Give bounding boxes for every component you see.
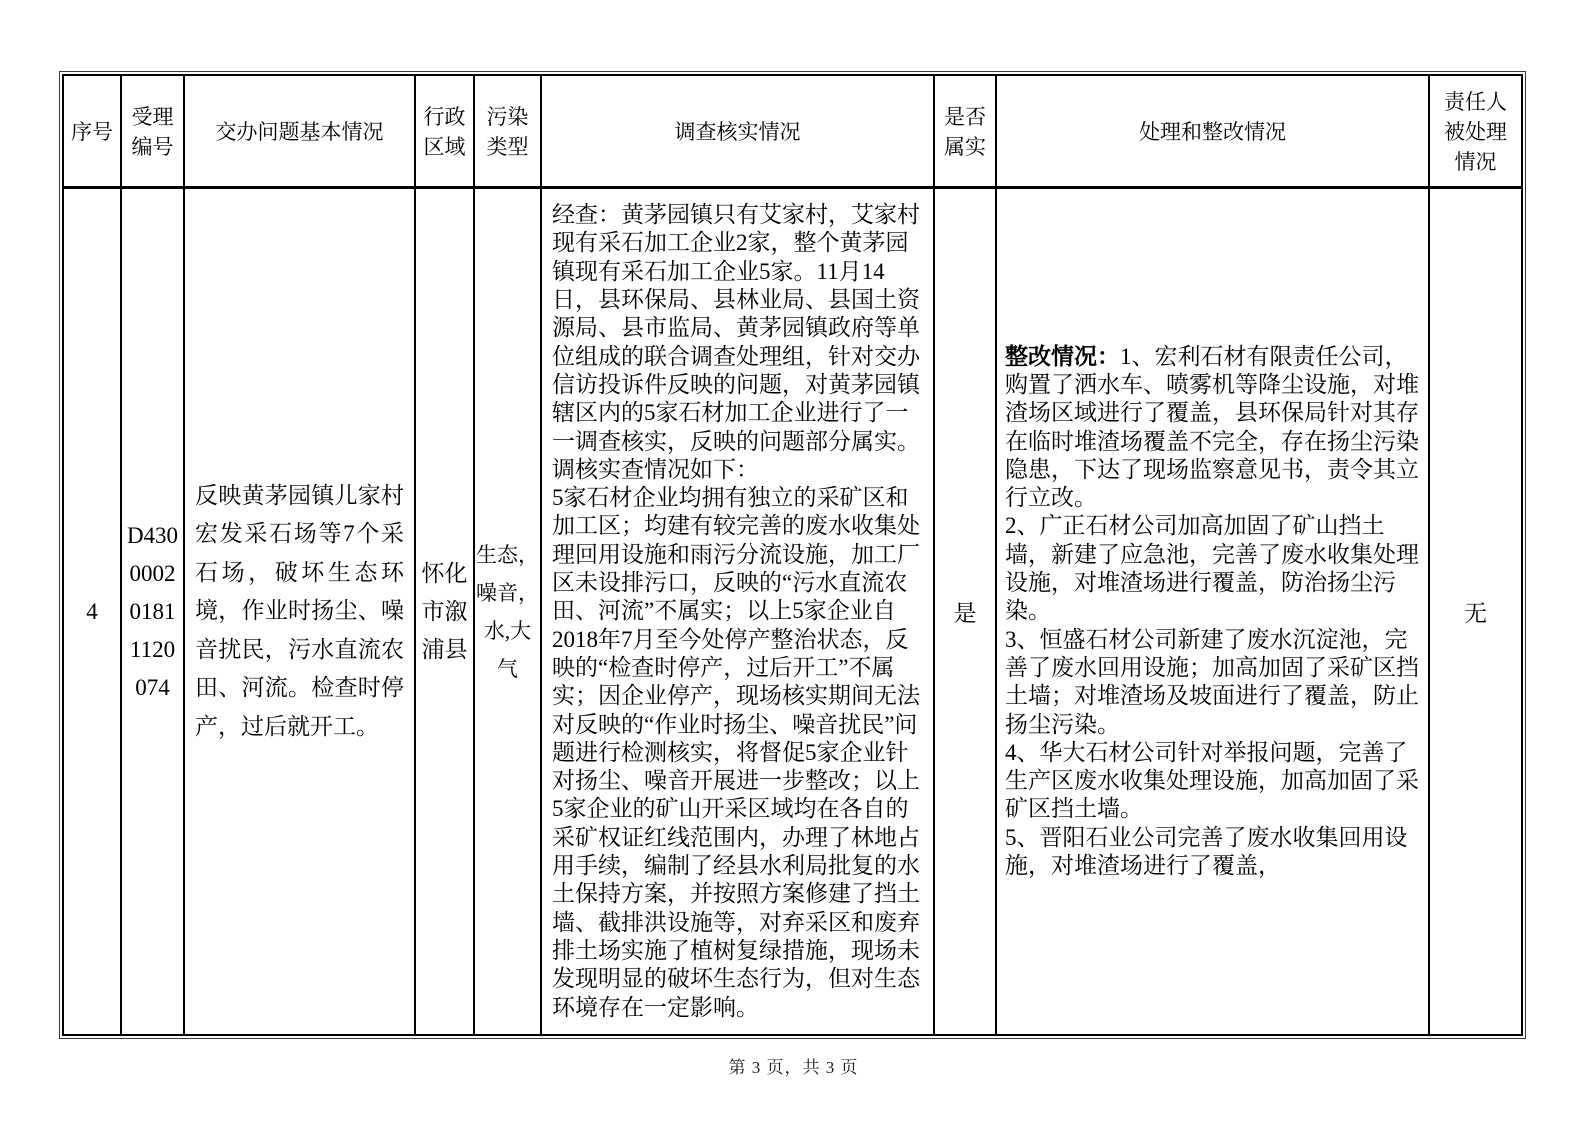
rectification-text-1: 1、宏利石材有限责任公司，购置了洒水车、喷雾机等降尘设施，对堆渣场区域进行了覆盖，县环保局针对其存在临时堆渣场覆盖不完全，存在扬尘污染隐患，下达了现场监察意见书，责令其立行立改。 (1005, 343, 1419, 511)
cell-region: 怀化市溆浦县 (415, 188, 474, 1035)
header-pollution-type: 污染类型 (474, 75, 541, 188)
cell-rectification (996, 188, 1429, 1035)
page-number: 第 3 页，共 3 页 (728, 1058, 859, 1077)
cell-pollution-type: 生态，噪音，水,大气 (474, 188, 541, 1035)
header-responsible-person: 责任人被处理情况 (1429, 75, 1522, 188)
header-problem-description: 交办问题基本情况 (184, 75, 415, 188)
complaint-handling-table (62, 74, 1523, 1036)
rectification-paragraph-1 (1005, 343, 1420, 513)
cell-responsible-person: 无 (1429, 188, 1522, 1035)
table-row (63, 188, 1522, 1035)
header-rectification: 处理和整改情况 (996, 75, 1429, 188)
cell-serial-number: 4 (63, 188, 121, 1035)
rectification-label: 整改情况： (1005, 343, 1120, 369)
table-header-row (63, 75, 1522, 188)
rectification-paragraph-4: 4、华大石材公司针对举报问题，完善了生产区废水收集处理设施，加高加固了采矿区挡土墙。 (1005, 739, 1419, 822)
header-is-verified: 是否属实 (934, 75, 996, 188)
header-investigation: 调查核实情况 (541, 75, 934, 188)
header-region: 行政区域 (415, 75, 474, 188)
rectification-paragraph-5: 5、晋阳石业公司完善了废水收集回用设施，对堆渣场进行了覆盖， (1005, 824, 1408, 879)
investigation-paragraph-2: 5家石材企业均拥有独立的采矿区和加工区；均建有较完善的废水收集处理回用设施和雨污分流设施，加工厂区未设排污口，反映的“污水直流农田、河流”不属实；以上5家企业自2018年7月至今处停产整治状态，反映的“检查时停产，过后开工”不属实；因企业停产，现场核实期间无法对反映的“作业时扬尘、噪音扰民”问题进行检测核实，将督促5家企业针对扬尘、噪音开展进一步整改；以上5家企业的矿山开采区域均在各自的采矿权证红线范围内，办理了林地占用手续，编制了经县水利局批复的水土保持方案，并按照方案修建了挡土墙、截排洪设施等，对弃采区和废弃排土场实施了植树复绿措施，现场未发现明显的破坏生态行为，但对生态环境存在一定影响。 (552, 485, 920, 1020)
cell-problem-description: 反映黄茅园镇儿家村宏发采石场等7个采石场，破坏生态环境，作业时扬尘、噪音扰民，污水直流农田、河流。检查时停产，过后就开工。 (184, 188, 415, 1035)
cell-case-number: D430 0002 0181 1120 074 (121, 188, 184, 1035)
cell-is-verified: 是 (934, 188, 996, 1035)
header-case-number: 受理编号 (121, 75, 184, 188)
rectification-paragraph-2: 2、广正石材公司加高加固了矿山挡土墙，新建了应急池，完善了废水收集处理设施，对堆渣场进行覆盖，防治扬尘污染。 (1005, 513, 1419, 624)
cell-investigation (541, 188, 934, 1035)
investigation-paragraph-1: 经查：黄茅园镇只有艾家村，艾家村现有采石加工企业2家，整个黄茅园镇现有采石加工企业5家。11月14日，县环保局、县林业局、县国土资源局、县市监局、黄茅园镇政府等单位组成的联合调查处理组，针对交办信访投诉件反映的问题，对黄茅园镇辖区内的5家石材加工企业进行了一一调查核实，反映的问题部分属实。调核实查情况如下： (552, 202, 920, 482)
rectification-paragraph-3: 3、恒盛石材公司新建了废水沉淀池，完善了废水回用设施；加高加固了采矿区挡土墙；对堆渣场及坡面进行了覆盖，防止扬尘污染。 (1005, 626, 1419, 737)
header-serial-number: 序号 (63, 75, 121, 188)
